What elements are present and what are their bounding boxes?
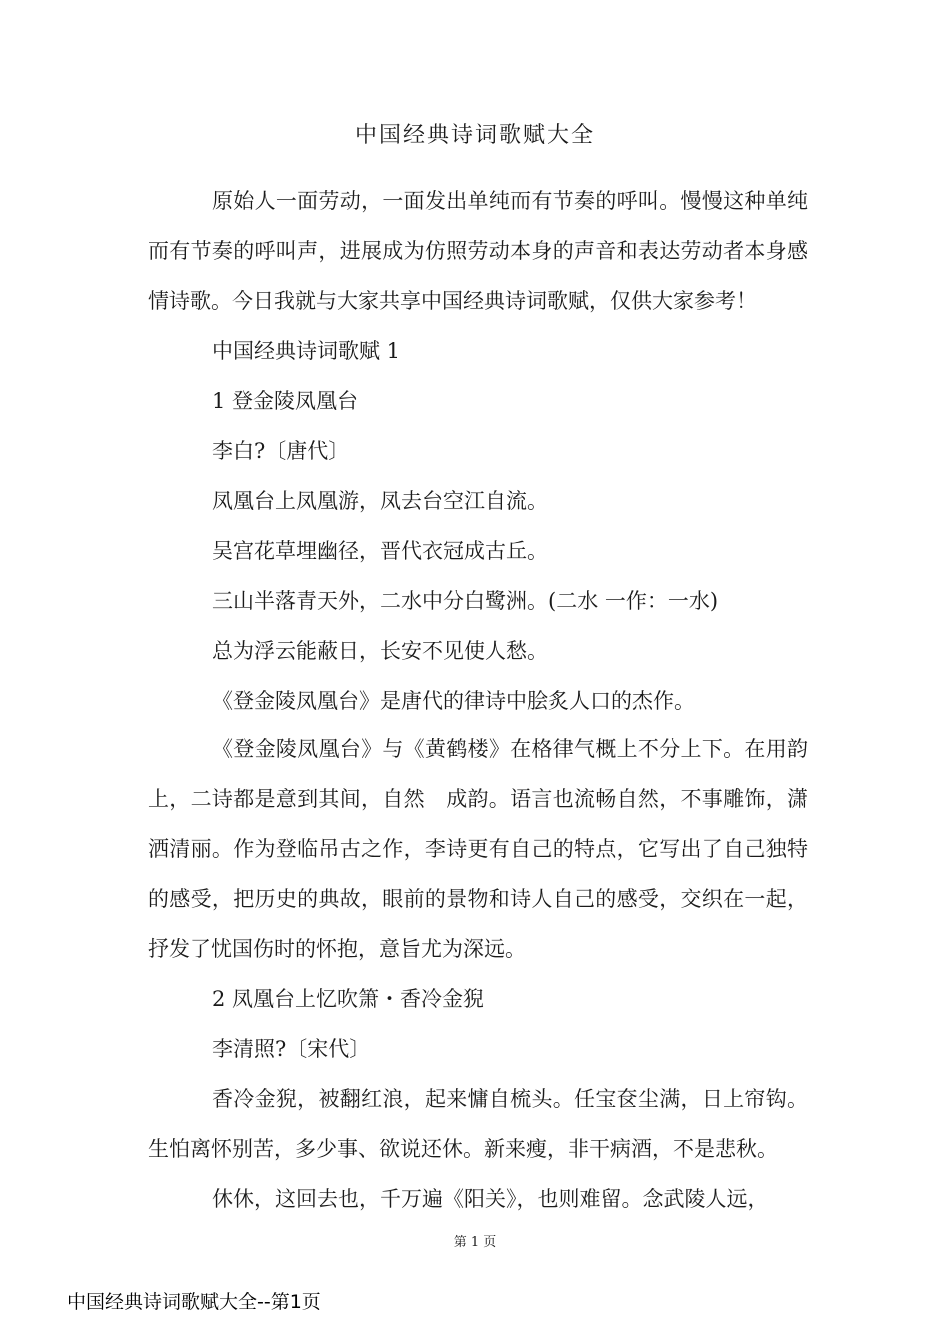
intro-paragraph: 原始人一面劳动，一面发出单纯而有节奏的呼叫。慢慢这种单纯而有节奏的呼叫声，进展成为仿照劳动本身的声音和表达劳动者本身感情诗歌。今日我就与大家共享中国经典诗词歌赋，仅供大家参考！: [148, 189, 808, 313]
page-number: 第 1 页: [453, 1235, 497, 1250]
poem2-stanza-2: 休休，这回去也，千万遍《阳关》，也则难留。念武陵人远，: [212, 1187, 769, 1211]
section-heading: 中国经典诗词歌赋 1: [212, 339, 401, 363]
poem2-author: 李清照?〔宋代〕: [212, 1037, 371, 1061]
poem1-comment-2: 《登金陵凤凰台》与《黄鹤楼》在格律气概上不分上下。在用韵上，二诗都是意到其间，自然 成韵。语言也流畅自然，不事雕饰，潇洒清丽。作为登临吊古之作，李诗更有自己的特点，它写出了自己独特的感受，把历史的典故，眼前的景物和诗人自己的感受，交织在一起，抒发了忧国伤时的怀抱，意旨尤为深远。: [148, 737, 808, 961]
poem1-line-2: 吴宫花草埋幽径，晋代衣冠成古丘。: [212, 539, 548, 563]
poem2-title: 2 凤凰台上忆吹箫・香冷金猊: [212, 987, 485, 1011]
poem1-line-3: 三山半落青天外，二水中分白鹭洲。(二水 一作：一水): [212, 589, 719, 613]
poem1-author: 李白?〔唐代〕: [212, 439, 350, 463]
poem1-line-1: 凤凰台上凤凰游，凤去台空江自流。: [212, 489, 548, 513]
document-footer-label: 中国经典诗词歌赋大全--第1页: [67, 1291, 321, 1313]
document-title: 中国经典诗词歌赋大全: [354, 123, 595, 148]
poem2-stanza-1: 香冷金猊，被翻红浪，起来慵自梳头。任宝奁尘满，日上帘钩。生怕离怀别苦，多少事、欲说还休。新来瘦，非干病酒，不是悲秋。: [148, 1087, 808, 1161]
poem1-comment-1: 《登金陵凤凰台》是唐代的律诗中脍炙人口的杰作。: [212, 689, 695, 713]
poem1-line-4: 总为浮云能蔽日，长安不见使人愁。: [212, 639, 548, 663]
poem1-title: 1 登金陵凤凰台: [212, 389, 359, 413]
